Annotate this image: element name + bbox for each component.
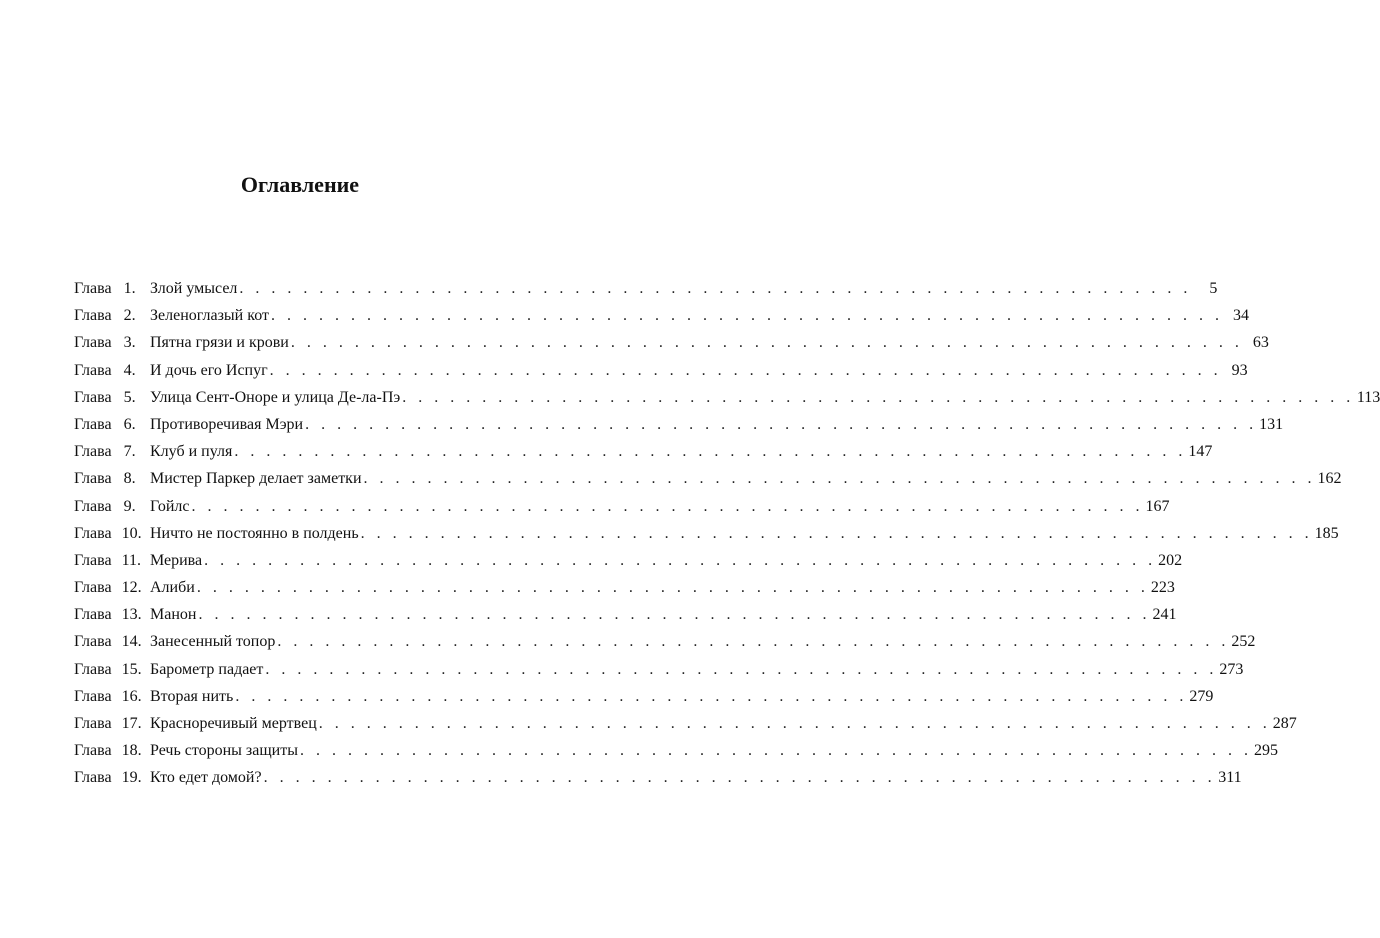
chapter-title: Кто едет домой? [150, 769, 262, 787]
toc-entry [74, 578, 1175, 605]
chapter-label [74, 660, 146, 680]
dot-leader: . . . . . . . . . . . . . . . . . . . . . . . . . . . . . . . . . . . . . . . . . . . . . . . . . . . . . . . . . . . . [318, 715, 1271, 732]
toc-entry [74, 388, 1380, 415]
dot-leader: . . . . . . . . . . . . . . . . . . . . . . . . . . . . . . . . . . . . . . . . . . . . . . . . . . . . . . . . . . . . [305, 415, 1258, 433]
page-number: 147 [1188, 443, 1213, 461]
chapter-number: 3. [123, 334, 136, 352]
chapter-word: Глава [74, 497, 112, 515]
chapter-number: 4. [123, 361, 136, 379]
chapter-number: 10. [121, 524, 142, 542]
chapter-number: 7. [123, 443, 136, 461]
chapter-word: Глава [74, 579, 112, 597]
page-number: 131 [1259, 415, 1284, 433]
chapter-number: 9. [123, 497, 136, 515]
dot-leader: . . . . . . . . . . . . . . . . . . . . . . . . . . . . . . . . . . . . . . . . . . . . . . . . . . . . . . . . . . . . [277, 633, 1230, 651]
dot-leader: . . . . . . . . . . . . . . . . . . . . . . . . . . . . . . . . . . . . . . . . . . . . . . . . . . . . . . . . . . . . [263, 769, 1216, 787]
chapter-label [74, 632, 146, 652]
table-of-contents [74, 279, 1380, 796]
chapter-number: 6. [123, 415, 136, 433]
toc-entry [74, 442, 1213, 469]
dot-leader: . . . . . . . . . . . . . . . . . . . . . . . . . . . . . . . . . . . . . . . . . . . . . . . . . . . . . . . . . . . . [270, 307, 1223, 325]
chapter-number: 13. [121, 606, 142, 624]
chapter-word: Глава [74, 443, 112, 461]
toc-entry [74, 524, 1339, 551]
toc-entry [74, 415, 1284, 442]
chapter-word: Глава [74, 361, 112, 379]
chapter-label [74, 578, 146, 598]
chapter-label [74, 388, 146, 408]
chapter-word: Глава [74, 280, 112, 297]
dot-leader: . . . . . . . . . . . . . . . . . . . . . . . . . . . . . . . . . . . . . . . . . . . . . . . . . . . . . . . . . . . . [191, 497, 1144, 515]
dot-leader: . . . . . . . . . . . . . . . . . . . . . . . . . . . . . . . . . . . . . . . . . . . . . . . . . . . . . . . . . . . . [290, 334, 1243, 352]
toc-entry [74, 497, 1170, 524]
page-number: 34 [1232, 307, 1249, 325]
chapter-title: Злой умысел [150, 280, 238, 297]
chapter-word: Глава [74, 687, 112, 705]
chapter-title: Зеленоглазый кот [150, 307, 269, 325]
chapter-word: Глава [74, 388, 112, 406]
chapter-word: Глава [74, 633, 112, 651]
chapter-word: Глава [74, 660, 112, 678]
page-number: 113 [1356, 388, 1380, 406]
page-number: 311 [1218, 769, 1242, 787]
page-number: 63 [1252, 334, 1269, 352]
toc-entry [74, 469, 1342, 496]
toc-entry [74, 279, 1218, 306]
chapter-number: 8. [123, 470, 136, 488]
page-number: 241 [1152, 606, 1177, 624]
chapter-title: И дочь его Испуг [150, 361, 268, 379]
chapter-number: 17. [121, 715, 142, 732]
chapter-label [74, 442, 146, 462]
chapter-word: Глава [74, 606, 112, 624]
page-number: 287 [1272, 715, 1297, 732]
page-number: 93 [1231, 361, 1248, 379]
toc-entry [74, 333, 1269, 360]
chapter-title: Барометр падает [150, 660, 264, 678]
chapter-label [74, 687, 146, 707]
page-number: 167 [1145, 497, 1170, 515]
chapter-label [74, 605, 146, 625]
chapter-word: Глава [74, 551, 112, 569]
dot-leader: . . . . . . . . . . . . . . . . . . . . . . . . . . . . . . . . . . . . . . . . . . . . . . . . . . . . . . . . . . . . [239, 280, 1192, 297]
chapter-label [74, 469, 146, 489]
chapter-number: 5. [123, 388, 136, 406]
dot-leader: . . . . . . . . . . . . . . . . . . . . . . . . . . . . . . . . . . . . . . . . . . . . . . . . . . . . . . . . . . . . [363, 470, 1316, 488]
chapter-number: 2. [123, 307, 136, 325]
chapter-number: 1. [123, 280, 136, 297]
chapter-label [74, 361, 146, 381]
chapter-word: Глава [74, 742, 112, 760]
page-number: 162 [1317, 470, 1342, 488]
chapter-word: Глава [74, 524, 112, 542]
chapter-label [74, 524, 146, 544]
chapter-word: Глава [74, 769, 112, 787]
chapter-label [74, 768, 146, 788]
chapter-label [74, 741, 146, 761]
dot-leader: . . . . . . . . . . . . . . . . . . . . . . . . . . . . . . . . . . . . . . . . . . . . . . . . . . . . . . . . . . . . [402, 388, 1355, 406]
chapter-number: 19. [121, 769, 142, 787]
chapter-label [74, 714, 146, 734]
dot-leader: . . . . . . . . . . . . . . . . . . . . . . . . . . . . . . . . . . . . . . . . . . . . . . . . . . . . . . . . . . . . [360, 524, 1313, 542]
toc-entry [74, 551, 1183, 578]
chapter-label [74, 306, 146, 326]
chapter-word: Глава [74, 334, 112, 352]
toc-entry [74, 605, 1177, 632]
chapter-word: Глава [74, 470, 112, 488]
chapter-title: Пятна грязи и крови [150, 334, 289, 352]
chapter-title: Гойлс [150, 497, 190, 515]
toc-entry [74, 714, 1297, 741]
chapter-word: Глава [74, 415, 112, 433]
dot-leader: . . . . . . . . . . . . . . . . . . . . . . . . . . . . . . . . . . . . . . . . . . . . . . . . . . . . . . . . . . . . [299, 742, 1252, 760]
page-title: Оглавление [240, 172, 360, 197]
page-number: 5 [1209, 280, 1218, 297]
chapter-number: 14. [121, 633, 142, 651]
chapter-title: Улица Сент-Оноре и улица Де-ла-Пэ [150, 388, 401, 406]
chapter-title: Занесенный топор [150, 633, 276, 651]
page-number: 185 [1314, 524, 1339, 542]
page-number: 279 [1189, 687, 1214, 705]
page-number: 223 [1150, 579, 1175, 597]
toc-entry [74, 361, 1248, 388]
chapter-word: Глава [74, 715, 112, 732]
chapter-title: Клуб и пуля [150, 443, 233, 461]
chapter-title: Вторая нить [150, 687, 234, 705]
chapter-number: 12. [121, 579, 142, 597]
chapter-title: Ничто не постоянно в полдень [150, 524, 359, 542]
chapter-number: 15. [121, 660, 142, 678]
dot-leader: . . . . . . . . . . . . . . . . . . . . . . . . . . . . . . . . . . . . . . . . . . . . . . . . . . . . . . . . . . . . [269, 361, 1222, 379]
chapter-title: Алиби [150, 579, 195, 597]
toc-entry [74, 687, 1214, 714]
dot-leader: . . . . . . . . . . . . . . . . . . . . . . . . . . . . . . . . . . . . . . . . . . . . . . . . . . . . . . . . . . . . [198, 606, 1151, 624]
chapter-number: 11. [121, 551, 141, 569]
toc-entry [74, 632, 1256, 659]
chapter-label [74, 497, 146, 517]
page-number: 252 [1231, 633, 1256, 651]
chapter-title: Манон [150, 606, 197, 624]
chapter-number: 16. [121, 687, 142, 705]
chapter-title: Противоречивая Мэри [150, 415, 304, 433]
toc-entry [74, 660, 1244, 687]
chapter-label [74, 333, 146, 353]
dot-leader: . . . . . . . . . . . . . . . . . . . . . . . . . . . . . . . . . . . . . . . . . . . . . . . . . . . . . . . . . . . . [265, 660, 1218, 678]
chapter-title: Мистер Паркер делает заметки [150, 470, 362, 488]
chapter-word: Глава [74, 307, 112, 325]
page-number: 295 [1253, 742, 1278, 760]
chapter-number: 18. [121, 742, 142, 760]
chapter-title: Красноречивый мертвец [150, 715, 317, 732]
toc-entry [74, 306, 1249, 333]
toc-entry [74, 768, 1242, 795]
dot-leader: . . . . . . . . . . . . . . . . . . . . . . . . . . . . . . . . . . . . . . . . . . . . . . . . . . . . . . . . . . . . [235, 687, 1188, 705]
dot-leader: . . . . . . . . . . . . . . . . . . . . . . . . . . . . . . . . . . . . . . . . . . . . . . . . . . . . . . . . . . . . [234, 443, 1187, 461]
chapter-label [74, 279, 146, 299]
page-number: 273 [1219, 660, 1244, 678]
chapter-label [74, 551, 146, 571]
page-number: 202 [1158, 551, 1183, 569]
toc-entry [74, 741, 1278, 768]
chapter-title: Речь стороны защиты [150, 742, 298, 760]
dot-leader: . . . . . . . . . . . . . . . . . . . . . . . . . . . . . . . . . . . . . . . . . . . . . . . . . . . . . . . . . . . . [204, 551, 1157, 569]
chapter-label [74, 415, 146, 435]
dot-leader: . . . . . . . . . . . . . . . . . . . . . . . . . . . . . . . . . . . . . . . . . . . . . . . . . . . . . . . . . . . . [196, 579, 1149, 597]
chapter-title: Мерива [150, 551, 203, 569]
